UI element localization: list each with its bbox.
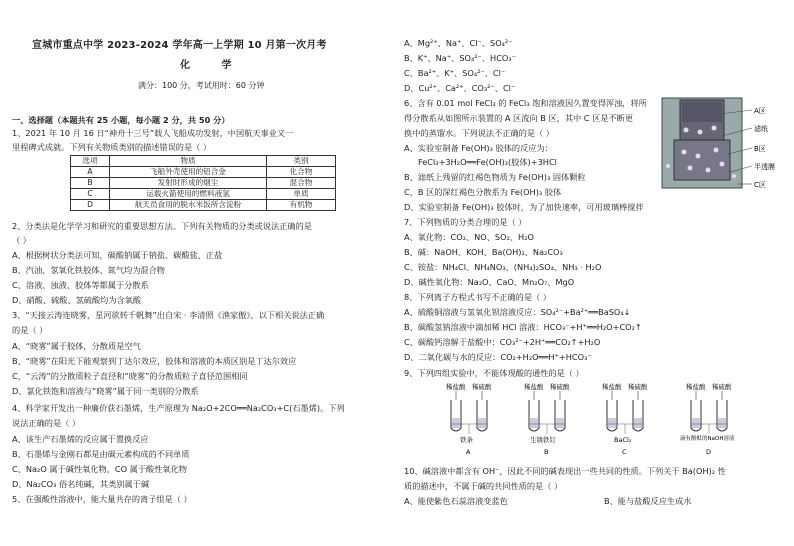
question-10-option-a: A、能使紫色石蕊溶液变蓝色 xyxy=(404,496,508,506)
question-5-option-b: B、K⁺、Na⁺、SO₄²⁻、HCO₃⁻ xyxy=(404,53,516,63)
acid-label: 稀盐酸 xyxy=(602,383,622,391)
reagent-label: 铁条 xyxy=(460,436,473,444)
option-letter: C xyxy=(622,448,627,456)
question-4-option-b: B、石墨烯与金刚石都是由碳元素构成的不同单质 xyxy=(12,449,190,459)
table-row xyxy=(71,178,336,189)
table-header-row xyxy=(71,156,336,167)
question-4-option-a: A、该生产石墨烯的反应属于置换反应 xyxy=(12,434,149,444)
question-1-line-2: 里程碑式成就。下列有关物质类别的描述错误的是（ ） xyxy=(12,142,212,152)
figure-label: 滤纸 xyxy=(754,125,768,133)
question-6-option-a: A、实验室制备 Fe(OH)₃ 胶体的反应为： xyxy=(404,143,553,153)
table-header-cell: 物质 xyxy=(110,156,267,167)
reagent-label: BaCl₂ xyxy=(614,436,632,444)
question-3-option-c: C、“云涛”的分散质粒子直径和“晓雾”的分散质粒子直径范围相同 xyxy=(12,371,248,381)
acid-label: 稀盐酸 xyxy=(524,383,544,391)
page-title: 宣城市重点中学 2023-2024 学年高一上学期 10 月第一次月考 xyxy=(32,40,327,51)
acid-label: 稀盐酸 xyxy=(446,383,466,391)
table-cell: 发射时形成的烟尘 xyxy=(110,178,267,189)
tube-group-a xyxy=(446,382,492,456)
exam-info: 满分：100 分，考试用时：60 分钟 xyxy=(138,81,265,90)
question-8-line-1: 8、下列离子方程式书写不正确的是（ ） xyxy=(404,292,551,302)
question-3-option-a: A、“晓雾”属于胶体，分散质是空气 xyxy=(12,341,141,351)
question-7-line-1: 7、下列物质的分类合理的是（ ） xyxy=(404,217,527,227)
question-6-option-c: C、B 区的深红褐色分散系为 Fe(OH)₃ 胶体 xyxy=(404,187,562,197)
reagent-label: 生锈铁钉 xyxy=(530,436,556,444)
table-cell: C xyxy=(71,189,110,200)
question-10-option-b: B、能与盐酸反应生成水 xyxy=(604,496,692,506)
table-cell: D xyxy=(71,200,110,211)
table-cell: 飞船外壳使用的铝合金 xyxy=(110,167,267,178)
question-8-option-a: A、硫酸铜溶液与氢氧化钡溶液反应：SO₄²⁻+Ba²⁺══BaSO₄↓ xyxy=(404,307,631,317)
option-letter: A xyxy=(466,448,471,456)
section-heading: 一、选择题（本题共有 25 小题，每小题 2 分，共 50 分） xyxy=(12,115,230,125)
question-2-option-b: B、汽油、氢氧化铁胶体、氮气均为混合物 xyxy=(12,265,165,275)
question-3-option-d: D、氯化铁饱和溶液与“晓雾”属于同一类别的分散系 xyxy=(12,386,199,396)
table-cell: 混合物 xyxy=(267,178,336,189)
figure-label: B区 xyxy=(754,145,766,153)
tube-group-d xyxy=(680,382,735,456)
question-4-line-2: 说法正确的是（ ） xyxy=(12,418,81,428)
question-2-option-a: A、根据树状分类法可知，碳酸钠属于钠盐、碳酸盐、正盐 xyxy=(12,250,223,260)
question-5-option-a: A、Mg²⁺、Na⁺、Cl⁻、SO₄²⁻ xyxy=(404,38,513,48)
option-letter: D xyxy=(706,448,712,456)
acid-label: 稀硫酸 xyxy=(628,383,648,391)
subject-title: 化 学 xyxy=(180,60,246,71)
table-cell: 化合物 xyxy=(267,167,336,178)
table-row xyxy=(71,200,336,211)
table-cell: 运载火箭使用的燃料液氢 xyxy=(110,189,267,200)
question-2-line-2: （ ） xyxy=(12,235,31,245)
question-3-option-b: B、“晓雾”在阳光下能观察到丁达尔效应，胶体和溶液的本质区别是丁达尔效应 xyxy=(12,356,297,366)
option-letter: B xyxy=(544,448,549,456)
table-header-cell: 选项 xyxy=(71,156,110,167)
question-6-line-2: 得分散系从如图所示装置的 A 区流向 B 区，其中 C 区是不断更 xyxy=(404,113,634,123)
table-cell: B xyxy=(71,178,110,189)
question-10-line-2: 质的描述中，不属于碱的共同性质的是（ ） xyxy=(404,481,563,491)
acid-label: 稀硫酸 xyxy=(712,383,732,391)
question-9-line-1: 9、下列四组实验中，不能体现酸的通性的是（ ） xyxy=(404,368,584,378)
question-6-option-d: D、实验室制备 Fe(OH)₃ 胶体时，为了加快速率，可用玻璃棒搅拌 xyxy=(404,202,644,212)
question-6-equation: FeCl₃+3H₂O══Fe(OH)₃(胶体)+3HCl xyxy=(418,157,557,167)
question-7-option-b: B、碱：NaOH、KOH、Ba(OH)₂、Na₂CO₃ xyxy=(404,247,563,257)
table-cell: 航天员食用的脱水米饭所含淀粉 xyxy=(110,200,267,211)
acid-label: 稀硫酸 xyxy=(550,383,570,391)
question-6-option-b: B、滤纸上残留的红褐色物质为 Fe(OH)₃ 固体颗粒 xyxy=(404,172,586,182)
table-cell: A xyxy=(71,167,110,178)
question-8-option-b: B、碳酸氢钠溶液中滴加稀 HCl 溶液：HCO₃⁻+H⁺══H₂O+CO₂↑ xyxy=(404,322,642,332)
question-5-option-c: C、Ba²⁺、K⁺、SO₄²⁻、Cl⁻ xyxy=(404,68,506,78)
test-tube-figure xyxy=(444,382,754,458)
question-7-option-c: C、铵盐：NH₄Cl、NH₄NO₃、(NH₄)₂SO₄、NH₃ · H₂O xyxy=(404,262,602,272)
figure-label: A区 xyxy=(754,107,766,115)
question-4-option-c: C、Na₂O 属于碱性氧化物，CO 属于酸性氧化物 xyxy=(12,464,187,474)
question-3-line-1: 3、“天接云涛连晓雾，星河欲转千帆舞”出自宋 · 李清照《渔家傲》，以下相关说法正确 xyxy=(12,310,325,320)
figure-label: 半透膜 xyxy=(754,163,775,171)
question-2-option-d: D、硝酸、硫酸、氢硫酸均为含氧酸 xyxy=(12,295,142,305)
question-2-option-c: C、溶液、浊液、胶体等都属于分散系 xyxy=(12,280,149,290)
question-5-line-1: 5、在强酸性溶液中，能大量共存的离子组是（ ） xyxy=(12,494,192,504)
question-4-option-d: D、Na₂CO₃ 俗名纯碱，其类别属于碱 xyxy=(12,479,150,489)
classification-table xyxy=(70,155,336,211)
question-8-option-c: C、碳酸钙溶解于盐酸中：CO₃²⁻+2H⁺══CO₂↑+H₂O xyxy=(404,337,601,347)
question-10-line-1: 10、碱溶液中都含有 OH⁻，因此不同的碱表现出一些共同的性质。下列关于 Ba(OH)₂ 性 xyxy=(404,466,726,476)
question-3-line-2: 的是（ ） xyxy=(12,325,48,335)
acid-label: 稀盐酸 xyxy=(686,383,706,391)
table-header-cell: 类别 xyxy=(267,156,336,167)
question-6-line-1: 6、含有 0.01 mol FeCl₃ 的 FeCl₃ 饱和溶液因久置变得浑浊，将所 xyxy=(404,98,647,108)
acid-label: 稀硫酸 xyxy=(472,383,492,391)
question-7-option-d: D、碱性氧化物：Na₂O、CaO、Mn₂O₇、MgO xyxy=(404,277,575,287)
table-row xyxy=(71,167,336,178)
table-row xyxy=(71,189,336,200)
tube-group-b xyxy=(524,382,570,456)
dialysis-apparatus-figure xyxy=(660,96,784,192)
question-8-option-d: D、二氧化碳与水的反应：CO₂+H₂O══H⁺+HCO₃⁻ xyxy=(404,352,592,362)
question-6-line-3: 换中的蒸馏水。下列说法不正确的是（ ） xyxy=(404,128,554,138)
question-4-line-1: 4、科学家开发出一种廉价获石墨烯，生产原理为 Na₂O+2CO══Na₂CO₃+C(石墨烯)。下列 xyxy=(12,403,345,413)
reagent-label: 滴有酚酞的NaOH溶液 xyxy=(680,436,735,442)
table-cell: 单质 xyxy=(267,189,336,200)
tube-group-c xyxy=(602,382,648,456)
question-2-line-1: 2、分类法是化学学习和研究的重要思想方法。下列有关物质的分类或说法正确的是 xyxy=(12,221,312,231)
table-cell: 有机物 xyxy=(267,200,336,211)
question-5-option-d: D、Cu²⁺、Ca²⁺、CO₃²⁻、Cl⁻ xyxy=(404,83,516,93)
question-7-option-a: A、氧化物：CO₂、NO、SO₂、H₂O xyxy=(404,232,534,242)
question-1-line-1: 1、2021 年 10 月 16 日“神舟十三号”载人飞船成功发射，中国航天事业又一 xyxy=(12,128,294,138)
figure-label: C区 xyxy=(754,181,766,189)
